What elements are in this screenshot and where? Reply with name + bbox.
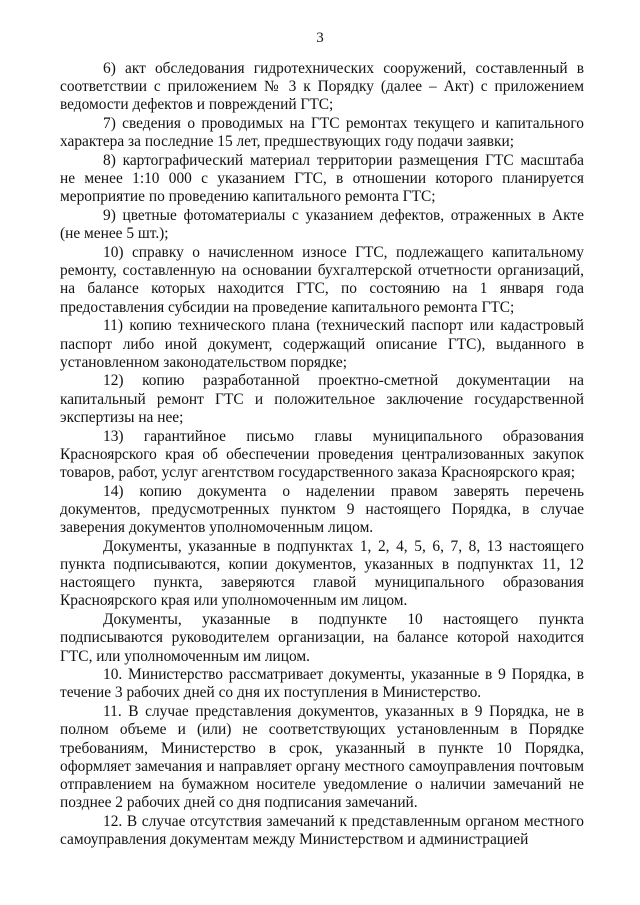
paragraph-clause-10: 10. Министерство рассматривает документы, указанные в 9 Порядка, в течение 3 рабочих дней со дня их поступления в Министерство. — [60, 666, 584, 702]
paragraph-item-8: 8) картографический материал территории размещения ГТС масштаба не менее 1:10 000 с указанием ГТС, в отношении которого планируется мероприятие по проведению капитального ремонта ГТС; — [60, 152, 584, 206]
paragraph-signing-rules: Документы, указанные в подпунктах 1, 2, 4, 5, 6, 7, 8, 13 настоящего пункта подписываются, копии документов, указанных в подпунктах 11, 12 настоящего пункта, заверяются главой муниципального образования Красноярского края или уполномоченным им лицом. — [60, 537, 584, 610]
paragraph-item-6: 6) акт обследования гидротехнических сооружений, составленный в соответствии с приложением № 3 к Порядку (далее – Акт) с приложением ведомости дефектов и повреждений ГТС; — [60, 60, 584, 114]
paragraph-signing-rules-item-10: Документы, указанные в подпункте 10 настоящего пункта подписываются руководителем организации, на балансе которой находится ГТС, или уполномоченным им лицом. — [60, 611, 584, 665]
paragraph-item-7: 7) сведения о проводимых на ГТС ремонтах текущего и капитального характера за последние 15 лет, предшествующих году подачи заявки; — [60, 115, 584, 151]
paragraph-item-13: 13) гарантийное письмо главы муниципального образования Красноярского края об обеспечении проведения централизованных закупок товаров, работ, услуг агентством государственного заказа Красноярского края; — [60, 427, 584, 481]
paragraph-item-14: 14) копию документа о наделении правом заверять перечень документов, предусмотренных пунктом 9 настоящего Порядка, в случае заверения документов уполномоченным лицом. — [60, 482, 584, 537]
document-body — [60, 60, 584, 850]
paragraph-item-11: 11) копию технического плана (технический паспорт или кадастровый паспорт либо иной документ, содержащий описание ГТС), выданного в установленном законодательством порядке; — [60, 317, 584, 371]
paragraph-clause-11: 11. В случае представления документов, указанных в 9 Порядка, не в полном объеме и (или) не соответствующих установленным в Порядке требованиям, Министерство в срок, указанный в пункте 10 Порядка, оформляет замечания и направляет органу местного самоуправления почтовым отправлением на бумажном носителе уведомление о наличии замечаний не позднее 2 рабочих дней со дня подписания замечаний. — [60, 703, 584, 812]
paragraph-clause-12: 12. В случае отсутствия замечаний к представленным органом местного самоуправления документам между Министерством и администрацией — [60, 812, 584, 849]
page-number: 3 — [316, 30, 324, 46]
paragraph-item-10: 10) справку о начисленном износе ГТС, подлежащего капитальному ремонту, составленную на основании бухгалтерской отчетности организаций, на балансе которых находится ГТС, по состоянию на 1 января года предоставления субсидии на проведение капитального ремонта ГТС; — [60, 244, 584, 316]
paragraph-item-9: 9) цветные фотоматериалы с указанием дефектов, отраженных в Акте (не менее 5 шт.); — [60, 207, 584, 243]
paragraph-item-12: 12) копию разработанной проектно-сметной документации на капитальный ремонт ГТС и положительное заключение государственной экспертизы на нее; — [60, 372, 584, 426]
